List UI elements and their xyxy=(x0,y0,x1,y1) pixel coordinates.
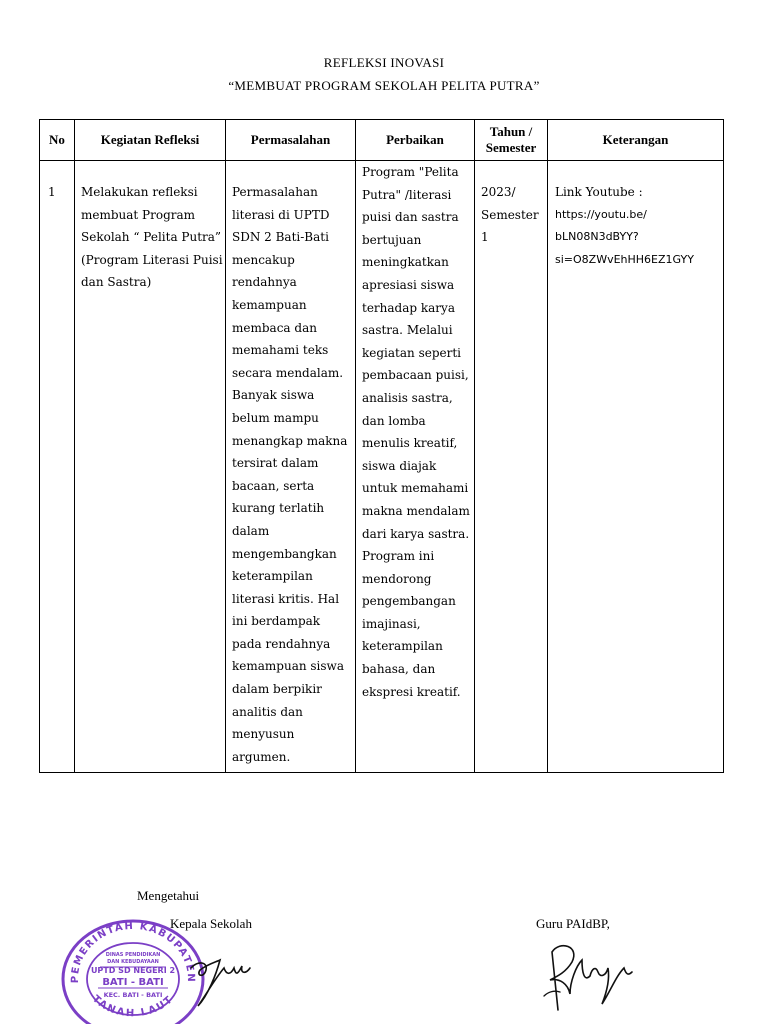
cell-permasalahan xyxy=(226,161,356,773)
document-subtitle: “MEMBUAT PROGRAM SEKOLAH PELITA PUTRA” xyxy=(228,78,540,93)
stamp-inner-4: BATI - BATI xyxy=(102,977,164,988)
header-permasalahan: Permasalahan xyxy=(226,120,356,161)
header-perbaikan: Perbaikan xyxy=(356,120,475,161)
keterangan-content xyxy=(548,161,723,271)
kepala-sekolah-label: Kepala Sekolah xyxy=(170,916,252,931)
youtube-link-part-1[interactable]: https://youtu.be/ xyxy=(555,207,647,221)
header-no: No xyxy=(40,120,75,161)
header-tahun: Tahun / Semester xyxy=(475,120,548,161)
principal-signature xyxy=(186,940,256,1010)
table-header-row xyxy=(40,120,724,161)
tahun-text: 2023/ Semester 1 xyxy=(481,185,539,245)
stamp-outer-top: PEMERINTAH KABUPATEN xyxy=(69,920,197,984)
stamp-inner-2: DAN KEBUDAYAAN xyxy=(107,959,159,965)
cell-kegiatan xyxy=(75,161,226,773)
stamp-outer-bottom: TANAH LAUT xyxy=(89,993,177,1020)
youtube-link-part-2[interactable]: bLN08N3dBYY? xyxy=(555,230,639,244)
reflection-table xyxy=(39,119,724,773)
perbaikan-text: Program "Pelita Putra" /literasi puisi dan sastra bertujuan meningkatkan apresiasi siswa terhadap karya sastra. Melalui kegiatan seperti pembacaan puisi, analisis sastra, dan lomba menulis kreatif, siswa diajak untuk memahami makna mendalam dari karya sastra. Program ini mendorong pengembangan imajinasi, keterampilan bahasa, dan ekspresi kreatif. xyxy=(362,165,470,699)
guru-label: Guru PAIdBP, xyxy=(536,916,610,931)
cell-no xyxy=(40,161,75,773)
youtube-link-part-3[interactable]: si=O8ZWvEhHH6EZ1GYY xyxy=(555,252,694,266)
stamp-inner-5: KEC. BATI - BATI xyxy=(103,991,163,999)
row-number: 1 xyxy=(48,185,56,199)
stamp-inner-3: UPTD SD NEGERI 2 xyxy=(90,966,176,975)
kegiatan-text: Melakukan refleksi membuat Program Sekolah “ Pelita Putra” (Program Literasi Puisi dan Sastra) xyxy=(81,185,223,290)
youtube-link-label: Link Youtube : xyxy=(555,185,643,199)
document-title: REFLEKSI INOVASI xyxy=(323,55,445,70)
cell-perbaikan xyxy=(356,161,475,773)
cell-tahun xyxy=(475,161,548,773)
header-keterangan: Keterangan xyxy=(548,120,724,161)
stamp-inner-1: DINAS PENDIDIKAN xyxy=(105,952,161,958)
table-row xyxy=(40,161,724,773)
mengetahui-label: Mengetahui xyxy=(137,888,200,903)
teacher-signature xyxy=(540,932,635,1012)
cell-keterangan xyxy=(548,161,724,773)
header-kegiatan: Kegiatan Refleksi xyxy=(75,120,226,161)
permasalahan-text: Permasalahan literasi di UPTD SDN 2 Bati-Bati mencakup rendahnya kemampuan membaca dan memahami teks secara mendalam. Banyak siswa belum mampu menangkap makna tersirat dalam bacaan, serta kurang terlatih dalam mengembangkan keterampilan literasi kritis. Hal ini berdampak pada rendahnya kemampuan siswa dalam berpikir analitis dan menyusun argumen. xyxy=(232,185,348,764)
